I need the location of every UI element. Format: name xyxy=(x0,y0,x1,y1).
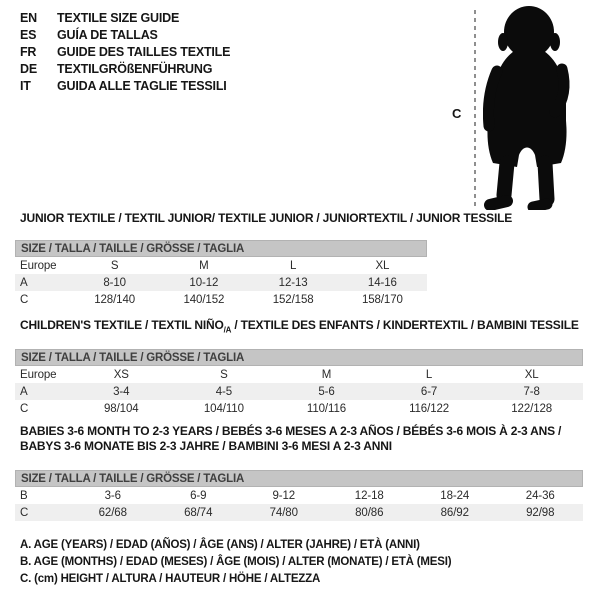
height-cell: 98/104 xyxy=(104,402,139,415)
junior-size-table xyxy=(15,240,427,308)
size-header-bar: SIZE / TALLA / TAILLE / GRÖSSE / TAGLIA xyxy=(15,240,427,257)
title-line-1: BABIES 3-6 MONTH TO 2-3 YEARS / BEBÉS 3-6 MESES A 2-3 AÑOS / BÉBÉS 3-6 MOIS À 2-3 ANS / xyxy=(20,424,562,438)
height-measure-label: C xyxy=(452,106,462,121)
age-cell: 3-4 xyxy=(113,385,130,398)
lang-row-es xyxy=(20,26,230,43)
lang-title: GUIDA ALLE TAGLIE TESSILI xyxy=(57,78,227,93)
height-cell: 152/158 xyxy=(272,293,314,306)
age-cell: 24-36 xyxy=(525,489,555,502)
lang-row-de xyxy=(20,60,230,77)
height-cell: 68/74 xyxy=(184,506,213,519)
lang-code: EN xyxy=(20,10,37,25)
height-cell: 104/110 xyxy=(203,402,244,415)
height-cell: 128/140 xyxy=(94,293,136,306)
size-cell: S xyxy=(110,259,119,272)
age-cell: 14-16 xyxy=(367,276,397,289)
lang-row-fr xyxy=(20,43,230,60)
size-cell: XS xyxy=(113,368,129,381)
table-row xyxy=(15,274,427,291)
table-row xyxy=(15,257,427,274)
size-cell: M xyxy=(199,259,209,272)
age-cell: 12-18 xyxy=(354,489,384,502)
height-cell: 86/92 xyxy=(440,506,469,519)
height-cell: 116/122 xyxy=(409,402,450,415)
row-label: Europe xyxy=(20,259,57,272)
size-cell: M xyxy=(321,368,332,381)
title-text: CHILDREN'S TEXTILE / TEXTIL NIÑO xyxy=(20,318,224,332)
row-label: C xyxy=(20,402,29,415)
size-cell: S xyxy=(220,368,228,381)
age-cell: 3-6 xyxy=(104,489,121,502)
size-cell: L xyxy=(289,259,297,272)
lang-code: ES xyxy=(20,27,37,42)
size-header-bar: SIZE / TALLA / TAILLE / GRÖSSE / TAGLIA xyxy=(15,349,583,366)
lang-code: FR xyxy=(20,44,37,59)
row-label: A xyxy=(20,385,28,398)
age-cell: 6-7 xyxy=(420,385,438,398)
lang-title: GUIDE DES TAILLES TEXTILE xyxy=(57,44,231,59)
lang-row-it xyxy=(20,77,230,94)
size-cell: L xyxy=(425,368,433,381)
height-cell: 110/116 xyxy=(306,402,347,415)
height-measure-dashed-line xyxy=(474,10,476,207)
age-cell: 6-9 xyxy=(190,489,207,502)
language-header xyxy=(20,9,230,94)
height-cell: 140/152 xyxy=(183,293,225,306)
junior-table-title: JUNIOR TEXTILE / TEXTIL JUNIOR/ TEXTILE JUNIOR / JUNIORTEXTIL / JUNIOR TESSILE xyxy=(20,211,513,225)
title-line-2: BABYS 3-6 MONATE BIS 2-3 JAHRE / BAMBINI 3-6 MESI A 2-3 ANNI xyxy=(20,439,392,453)
table-row xyxy=(15,400,583,417)
babies-size-table xyxy=(15,470,583,521)
row-label: C xyxy=(20,293,29,306)
age-cell: 9-12 xyxy=(272,489,296,502)
row-label: Europe xyxy=(20,368,57,381)
row-label: A xyxy=(20,276,28,289)
size-header-bar: SIZE / TALLA / TAILLE / GRÖSSE / TAGLIA xyxy=(15,470,583,487)
age-cell: 7-8 xyxy=(523,385,540,398)
table-row xyxy=(15,366,583,383)
age-cell: 8-10 xyxy=(103,276,126,289)
age-cell: 18-24 xyxy=(440,489,470,502)
baby-silhouette-icon xyxy=(483,5,578,210)
table-row xyxy=(15,504,583,521)
row-label: B xyxy=(20,489,28,502)
title-text: / TEXTILE DES ENFANTS / KINDERTEXTIL / BAMBINI TESSILE xyxy=(231,318,579,332)
age-cell: 4-5 xyxy=(215,385,233,398)
babies-table-title xyxy=(20,424,561,454)
table-row xyxy=(15,291,427,308)
height-cell: 74/80 xyxy=(269,506,298,519)
legend-note-a: A. AGE (YEARS) / EDAD (AÑOS) / ÂGE (ANS) / ALTER (JAHRE) / ETÀ (ANNI) xyxy=(20,539,420,551)
lang-code: IT xyxy=(20,78,31,93)
lang-row-en xyxy=(20,9,230,26)
lang-title: GUÍA DE TALLAS xyxy=(57,27,158,42)
height-cell: 122/128 xyxy=(511,402,553,415)
children-size-table xyxy=(15,349,583,417)
age-cell: 5-6 xyxy=(318,385,335,398)
lang-code: DE xyxy=(20,61,37,76)
height-cell: 62/68 xyxy=(98,506,127,519)
height-cell: 158/170 xyxy=(361,293,403,306)
row-label: C xyxy=(20,506,29,519)
lang-title: TEXTILGRÖßENFÜHRUNG xyxy=(57,61,213,76)
age-cell: 12-13 xyxy=(278,276,308,289)
children-table-title xyxy=(20,318,579,337)
height-cell: 92/98 xyxy=(526,506,555,519)
table-row xyxy=(15,487,583,504)
lang-title: TEXTILE SIZE GUIDE xyxy=(57,10,180,25)
height-cell: 80/86 xyxy=(355,506,384,519)
size-cell: XL xyxy=(375,259,390,272)
age-cell: 10-12 xyxy=(189,276,219,289)
legend-note-c: C. (cm) HEIGHT / ALTURA / HAUTEUR / HÖHE / ALTEZZA xyxy=(20,573,321,585)
title-subscript: /A xyxy=(223,325,232,335)
legend-notes xyxy=(20,539,451,590)
legend-note-b: B. AGE (MONTHS) / EDAD (MESES) / ÂGE (MOIS) / ALTER (MONATE) / ETÀ (MESI) xyxy=(20,556,452,568)
table-row xyxy=(15,383,583,400)
size-cell: XL xyxy=(524,368,539,381)
